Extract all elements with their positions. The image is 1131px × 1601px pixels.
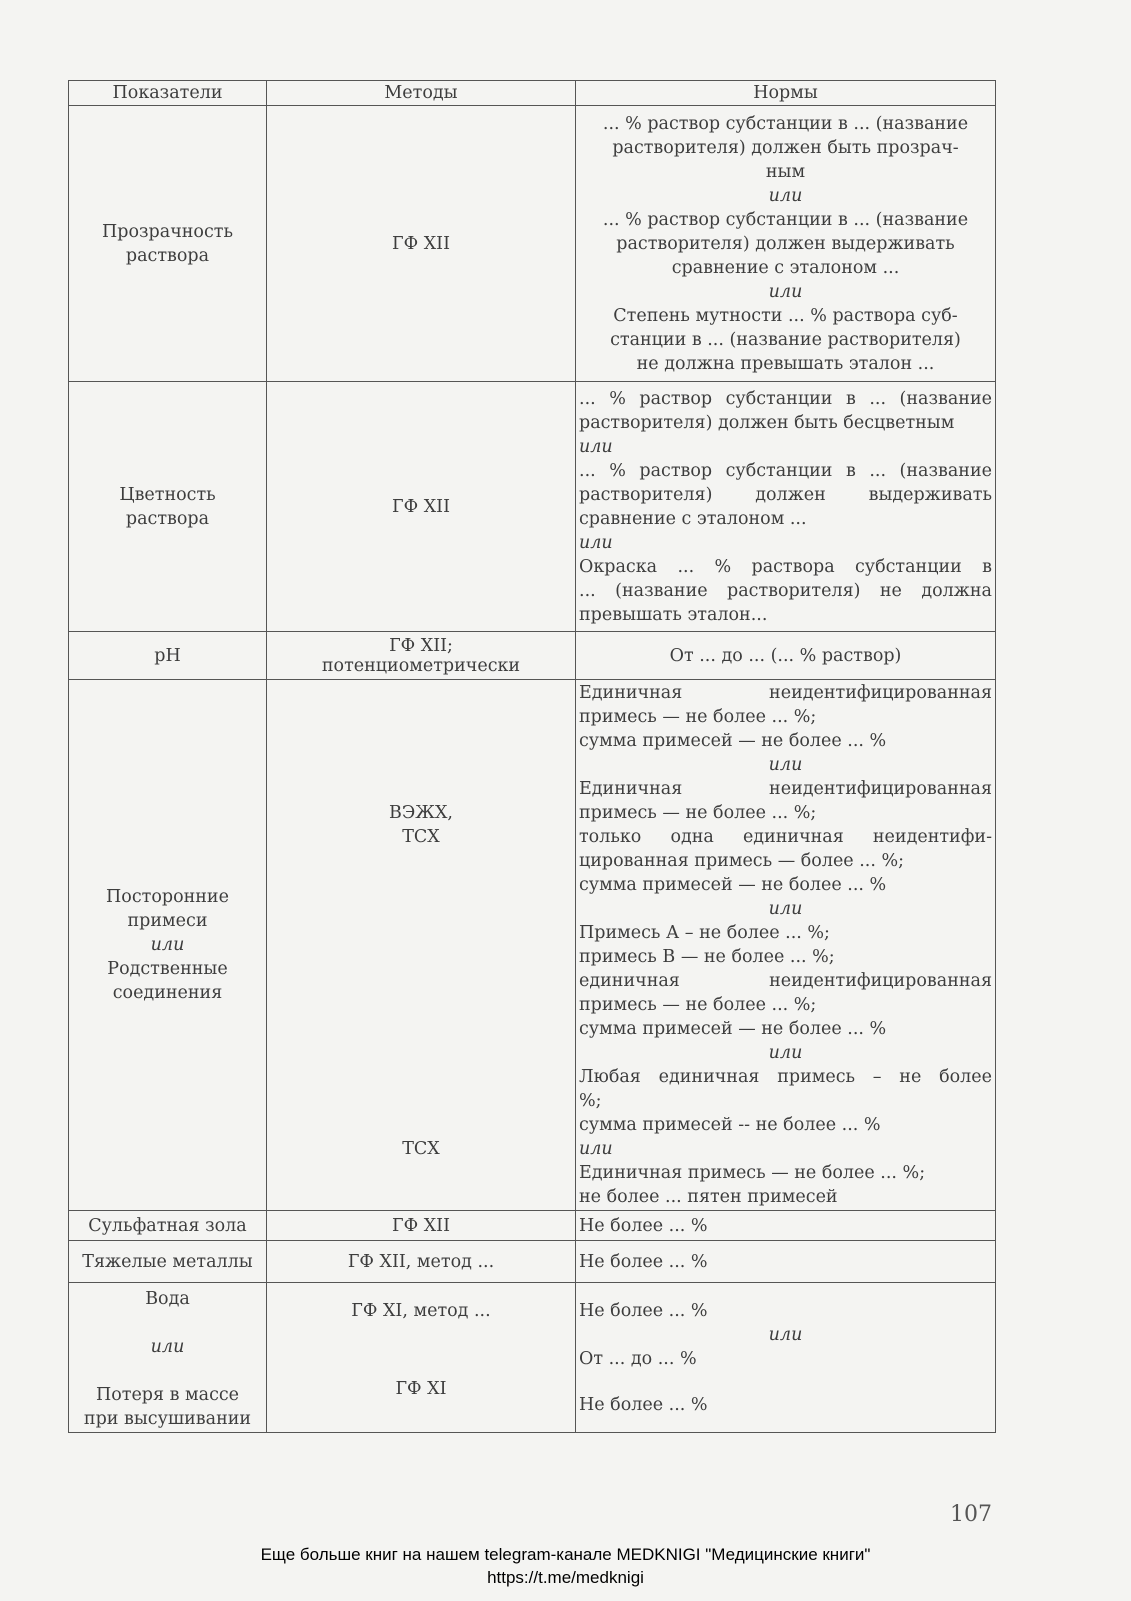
- method-cell: ВЭЖХ, ТСХ ТСХ: [267, 680, 576, 1211]
- method-cell: ГФ XI, метод ... ГФ XI: [267, 1283, 576, 1433]
- table-row-clarity: [69, 106, 996, 382]
- table-row-water: [69, 1283, 996, 1433]
- footer-promo-text: Еще больше книг на нашем telegram-канале MEDKNIGI "Медицинские книги": [260, 1545, 871, 1564]
- indicator-cell: Сульфатная зола: [69, 1211, 267, 1241]
- norms-cell: ... % раствор субстанции в ... (название растворителя) должен быть прозрач- ным или ... % раствор субстанции в ... (название растворителя) должен выдерживать сравнение с эталоном ... или Степень мутности ... % раствора суб- станции в ... (название растворителя) не должна превышать эталон ...: [576, 106, 996, 382]
- norms-cell: Не более ... %: [576, 1241, 996, 1283]
- table-row-color: [69, 382, 996, 632]
- header-methods: Методы: [267, 81, 576, 106]
- norms-cell: Единичная неидентифицированная примесь — не более ... %; сумма примесей — не более ... % или Единичная неидентифицированная примесь — не более ... %; только одна единичная неидентифи- цированная примесь — более ... %; сумма примесей — не более ... % или Примесь А – не более ... %; примесь В — не более ... %; единичная неидентифицированная примесь — не более ... %; сумма примесей — не более ... % или Любая единичная примесь – не более %; сумма примесей -- не более ... % или Единичная примесь — не более ... %; не более ... пятен примесей: [576, 680, 996, 1211]
- method-cell: ГФ XII: [267, 1211, 576, 1241]
- indicator-cell: Цветность раствора: [69, 382, 267, 632]
- method-cell: ГФ XII: [267, 106, 576, 382]
- header-norms: Нормы: [576, 81, 996, 106]
- footer-link[interactable]: https://t.me/medknigi: [487, 1568, 644, 1587]
- norms-cell: ... % раствор субстанции в ... (название растворителя) должен быть бесцветным или ... % раствор субстанции в ... (название растворителя) должен выдерживать сравнение с эталоном ... или Окраска ... % раствора субстанции в ... (название растворителя) не должна превышать эталон...: [576, 382, 996, 632]
- table-row-impurities: [69, 680, 996, 1211]
- indicator-cell: Тяжелые металлы: [69, 1241, 267, 1283]
- table-row-sulfated-ash: [69, 1211, 996, 1241]
- method-cell: ГФ XII; потенциометрически: [267, 632, 576, 680]
- norms-cell: От ... до ... (... % раствор): [576, 632, 996, 680]
- indicator-cell: Прозрачность раствора: [69, 106, 267, 382]
- norms-cell: Не более ... % или От ... до ... % Не более ... %: [576, 1283, 996, 1433]
- header-indicators: Показатели: [69, 81, 267, 106]
- method-cell: ГФ XII, метод ...: [267, 1241, 576, 1283]
- indicator-cell: Вода или Потеря в массе при высушивании: [69, 1283, 267, 1433]
- quality-norms-table: [68, 80, 996, 1433]
- table-row-ph: [69, 632, 996, 680]
- page-number: 107: [950, 1502, 992, 1527]
- indicator-cell: Посторонние примеси или Родственные соединения: [69, 680, 267, 1211]
- table-header-row: [69, 81, 996, 106]
- method-cell: ГФ XII: [267, 382, 576, 632]
- table-row-heavy-metals: [69, 1241, 996, 1283]
- norms-cell: Не более ... %: [576, 1211, 996, 1241]
- indicator-cell: pH: [69, 632, 267, 680]
